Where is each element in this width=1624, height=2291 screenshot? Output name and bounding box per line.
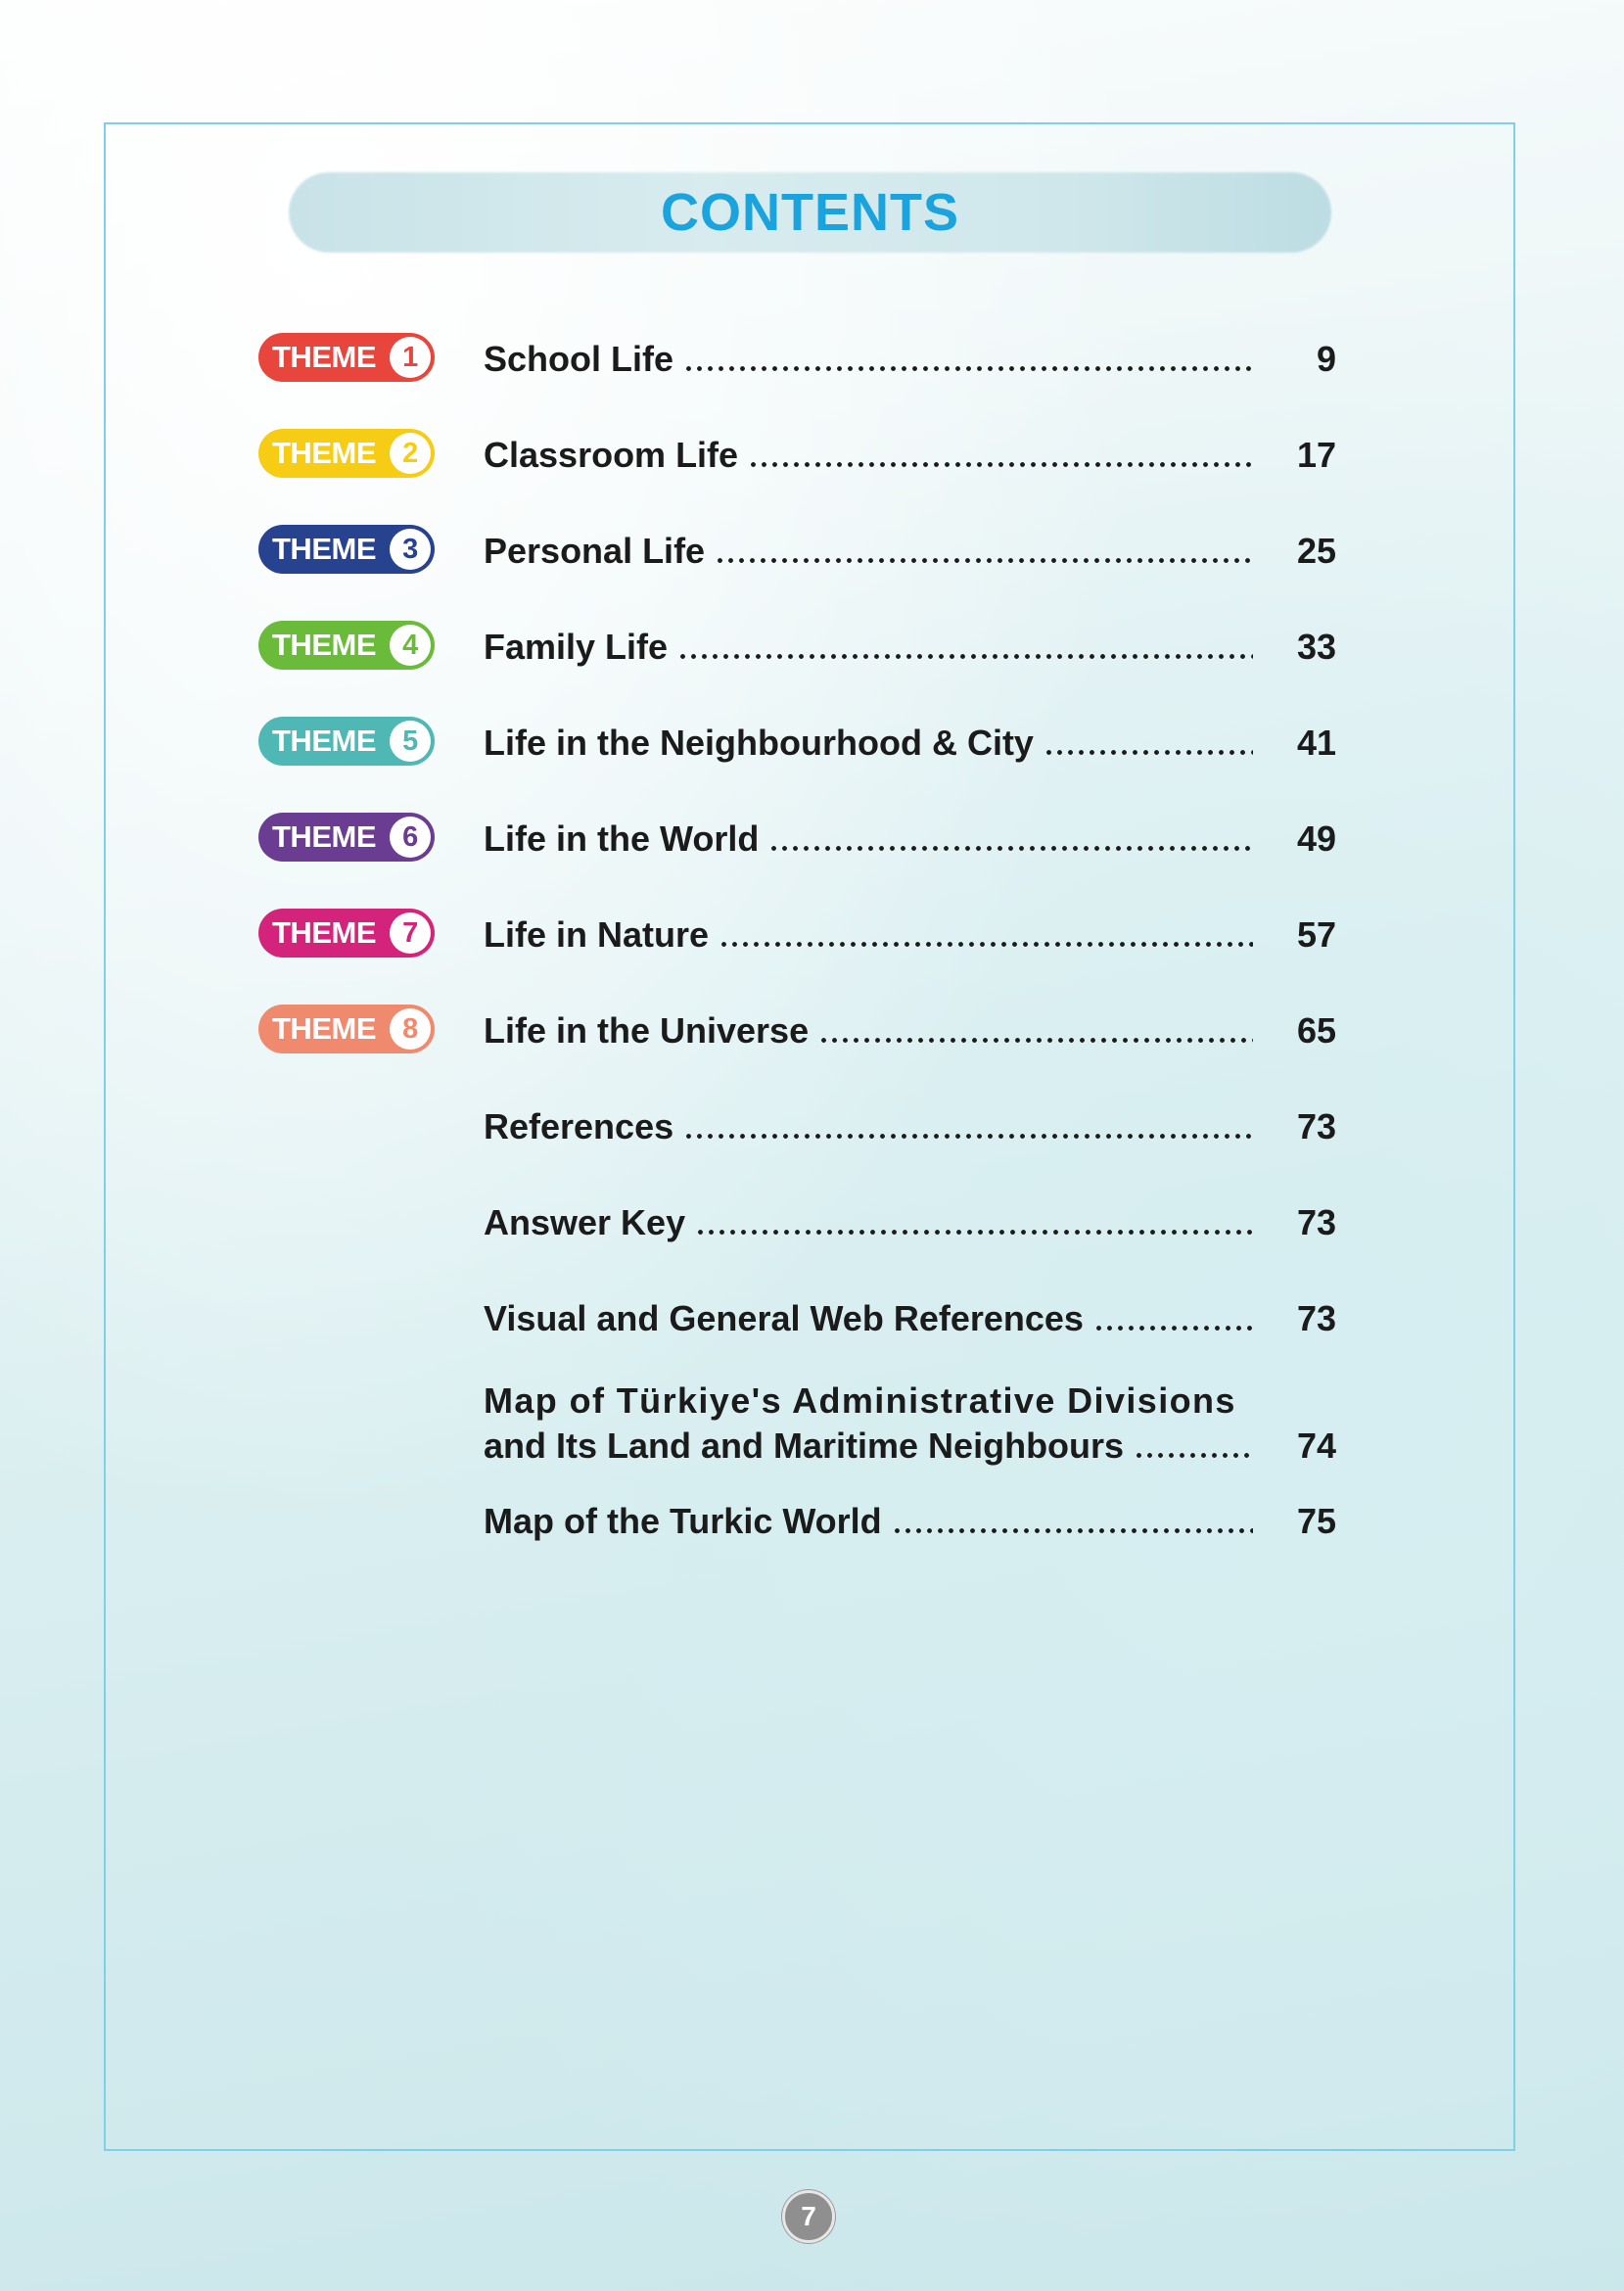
toc-row-web-references[interactable] xyxy=(0,1289,1624,1348)
theme-badge-7: THEME 7 xyxy=(258,909,435,958)
theme-number-circle: 4 xyxy=(390,625,431,666)
dot-leader xyxy=(892,1528,1253,1533)
toc-page-number: 73 xyxy=(1296,1106,1336,1146)
theme-badge-6: THEME 6 xyxy=(258,813,435,862)
toc-entry-label: References xyxy=(484,1106,674,1146)
toc-entry-label: Personal Life xyxy=(484,531,706,571)
toc-page-number: 17 xyxy=(1296,435,1336,475)
toc-entry-label: Life in the Neighbourhood & City xyxy=(484,723,1034,763)
toc-entry-label: Map of the Turkic World xyxy=(484,1501,882,1541)
theme-number-circle: 6 xyxy=(390,817,431,858)
toc-row-theme-5[interactable] xyxy=(0,714,1624,772)
theme-number-circle: 1 xyxy=(390,337,431,378)
dot-leader xyxy=(677,654,1253,659)
dot-leader xyxy=(768,846,1253,851)
toc-row-map-turkic-world[interactable] xyxy=(0,1492,1624,1551)
theme-badge-2: THEME 2 xyxy=(258,429,435,478)
dot-leader xyxy=(715,558,1253,563)
dot-leader xyxy=(1134,1453,1253,1458)
toc-row-references[interactable] xyxy=(0,1098,1624,1156)
toc-row-theme-4[interactable] xyxy=(0,618,1624,677)
toc-entry-label-line1: Map of Türkiye's Administrative Divisions xyxy=(484,1380,1236,1421)
toc-entry-label: Life in the Universe xyxy=(484,1010,810,1051)
toc-entry-label: Family Life xyxy=(484,627,669,667)
theme-number-circle: 5 xyxy=(390,721,431,762)
toc-page-number: 33 xyxy=(1296,627,1336,667)
dot-leader xyxy=(818,1038,1253,1043)
toc-row-map-turkiye[interactable] xyxy=(484,1379,1253,1469)
dot-leader xyxy=(695,1230,1253,1235)
toc-page-number: 57 xyxy=(1296,914,1336,955)
toc-row-theme-7[interactable] xyxy=(0,906,1624,964)
toc-entry-label: School Life xyxy=(484,339,674,379)
theme-badge-5: THEME 5 xyxy=(258,717,435,766)
theme-number-circle: 2 xyxy=(390,433,431,474)
toc-page-number: 9 xyxy=(1316,339,1336,379)
theme-badge-8: THEME 8 xyxy=(258,1005,435,1053)
toc-row-answer-key[interactable] xyxy=(0,1193,1624,1252)
toc-page-number: 75 xyxy=(1296,1501,1336,1541)
toc-entry-label: Classroom Life xyxy=(484,435,739,475)
theme-badge-4: THEME 4 xyxy=(258,621,435,670)
theme-number-circle: 3 xyxy=(390,529,431,570)
toc-page-number: 74 xyxy=(1296,1426,1336,1466)
page-number-badge: 7 xyxy=(782,2190,835,2243)
theme-badge-3: THEME 3 xyxy=(258,525,435,574)
dot-leader xyxy=(748,462,1253,467)
dot-leader xyxy=(719,942,1253,947)
toc-entry-label-line2: and Its Land and Maritime Neighbours xyxy=(484,1426,1125,1466)
toc-page-number: 41 xyxy=(1296,723,1336,763)
toc-entry-label: Life in the World xyxy=(484,818,760,859)
theme-number-circle: 7 xyxy=(390,912,431,954)
theme-number-circle: 8 xyxy=(390,1008,431,1050)
toc-entry-label: Answer Key xyxy=(484,1202,686,1242)
toc-entry-label: Visual and General Web References xyxy=(484,1298,1084,1338)
toc-row-theme-2[interactable] xyxy=(0,426,1624,485)
dot-leader xyxy=(1093,1326,1253,1331)
page-title: CONTENTS xyxy=(661,183,959,242)
toc-entry-label: Life in Nature xyxy=(484,914,710,955)
toc-page-number: 49 xyxy=(1296,818,1336,859)
toc-row-theme-1[interactable] xyxy=(0,330,1624,389)
dot-leader xyxy=(1044,750,1253,755)
toc-page-number: 25 xyxy=(1296,531,1336,571)
toc-row-theme-6[interactable] xyxy=(0,810,1624,868)
theme-badge-1: THEME 1 xyxy=(258,333,435,382)
toc-row-theme-8[interactable] xyxy=(0,1002,1624,1060)
toc-row-theme-3[interactable] xyxy=(0,522,1624,581)
toc-page-number: 73 xyxy=(1296,1202,1336,1242)
toc-page-number: 65 xyxy=(1296,1010,1336,1051)
toc-page-number: 73 xyxy=(1296,1298,1336,1338)
dot-leader xyxy=(683,1134,1253,1139)
dot-leader xyxy=(683,366,1253,371)
